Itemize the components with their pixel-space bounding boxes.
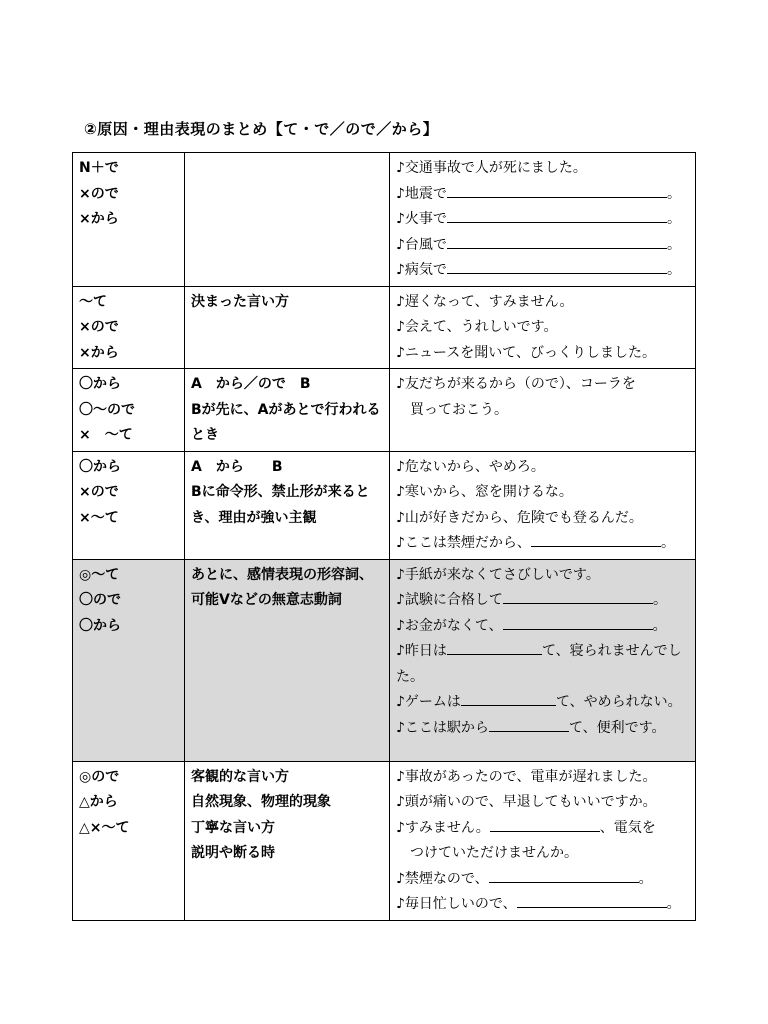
example-sentence: ♪ここは禁煙だから、 。	[396, 531, 689, 557]
usage-cell	[185, 153, 390, 287]
example-sentence: ♪禁煙なので、 。	[396, 867, 689, 893]
usage-text: A から／ので B	[191, 376, 311, 392]
example-sentence: ♪頭が痛いので、早退してもいいですか。	[396, 794, 657, 810]
form-label: ×ので	[79, 484, 119, 500]
form-label: 〜て	[79, 293, 107, 310]
form-label: △から	[79, 794, 118, 810]
example-sentence: ♪毎日忙しいので、 。	[396, 892, 689, 918]
example-sentence: ♪交通事故で人が死にました。	[396, 160, 587, 176]
answer-blank[interactable]	[447, 640, 542, 655]
form-label: × 〜て	[79, 427, 133, 443]
example-sentence: ♪友だちが来るから（ので）、コーラを	[396, 376, 636, 392]
examples-cell	[390, 369, 696, 452]
form-label: △×〜て	[79, 819, 130, 836]
answer-blank[interactable]	[461, 691, 556, 706]
examples-cell	[390, 286, 696, 369]
form-label: 〇ので	[79, 592, 121, 608]
usage-cell	[185, 451, 390, 559]
answer-blank[interactable]	[517, 893, 667, 908]
example-sentence: ♪病気で 。	[396, 258, 689, 284]
table-row	[73, 761, 696, 920]
usage-text: あとに、感情表現の形容詞、可能Vなどの無意志動詞	[191, 566, 373, 608]
answer-blank[interactable]	[490, 817, 600, 832]
example-sentence: ♪遅くなって、すみません。	[396, 293, 574, 310]
form-label: ◎ので	[79, 768, 120, 785]
form-label: ×から	[79, 211, 119, 227]
example-sentence: ♪ここは駅から て、便利です。	[396, 716, 689, 742]
usage-cell	[185, 761, 390, 920]
form-label: N＋で	[79, 160, 119, 176]
example-sentence: ♪事故があったので、電車が遅れました。	[396, 768, 657, 785]
forms-cell	[73, 286, 185, 369]
table-row	[73, 559, 696, 761]
usage-cell	[185, 286, 390, 369]
usage-text: A から B	[191, 458, 283, 475]
example-sentence: ♪寒いから、窓を開けるな。	[396, 484, 573, 500]
example-sentence: ♪火事で 。	[396, 207, 689, 233]
examples-cell	[390, 761, 696, 920]
form-label: 〇〜ので	[79, 401, 135, 418]
form-label: ×ので	[79, 185, 119, 202]
answer-blank[interactable]	[447, 208, 667, 223]
usage-text: 自然現象、物理的現象	[191, 794, 331, 810]
answer-blank[interactable]	[447, 234, 667, 249]
forms-cell	[73, 153, 185, 287]
answer-blank[interactable]	[489, 717, 569, 732]
table-row	[73, 451, 696, 559]
forms-cell	[73, 559, 185, 761]
usage-text: Bが先に、Aがあとで行われるとき	[191, 401, 381, 443]
answer-blank[interactable]	[447, 259, 667, 274]
answer-blank[interactable]	[447, 183, 667, 198]
answer-blank[interactable]	[531, 532, 661, 547]
example-sentence: ♪危ないから、やめろ。	[396, 458, 545, 475]
examples-cell	[390, 153, 696, 287]
example-sentence: ♪お金がなくて、 。	[396, 614, 689, 640]
example-sentence: ♪地震で 。	[396, 182, 689, 208]
form-label: ×〜て	[79, 509, 119, 526]
form-label: 〇から	[79, 458, 121, 475]
example-sentence: 買っておこう。	[410, 401, 508, 418]
example-sentence: ♪ゲームは て、やめられない。	[396, 690, 689, 716]
answer-blank[interactable]	[503, 615, 653, 630]
usage-cell	[185, 369, 390, 452]
forms-cell	[73, 451, 185, 559]
usage-cell	[185, 559, 390, 761]
example-sentence: ♪手紙が来なくてさびしいです。	[396, 566, 600, 583]
examples-cell	[390, 451, 696, 559]
forms-cell	[73, 369, 185, 452]
form-label: 〇から	[79, 376, 121, 392]
usage-text: 決まった言い方	[191, 293, 289, 310]
form-label: 〇から	[79, 617, 121, 634]
example-sentence: ♪会えて、うれしいです。	[396, 319, 558, 335]
page-title: ②原因・理由表現のまとめ【て・で／ので／から】	[84, 120, 439, 138]
example-sentence: ♪台風で 。	[396, 233, 689, 259]
table-row	[73, 369, 696, 452]
usage-text: 説明や断る時	[191, 845, 275, 861]
answer-blank[interactable]	[489, 868, 639, 883]
example-sentence: つけていただけませんか。	[410, 845, 578, 861]
answer-blank[interactable]	[503, 589, 653, 604]
example-sentence: ♪試験に合格して 。	[396, 588, 689, 614]
usage-text: 丁寧な言い方	[191, 819, 275, 836]
example-sentence: ♪山が好きだから、危険でも登るんだ。	[396, 509, 643, 526]
table-row	[73, 153, 696, 287]
forms-cell	[73, 761, 185, 920]
usage-text: 客観的な言い方	[191, 768, 289, 785]
example-sentence: ♪ニュースを聞いて、びっくりしました。	[396, 344, 656, 361]
form-label: ×から	[79, 344, 119, 361]
form-label: ×ので	[79, 319, 119, 335]
grammar-table	[72, 152, 696, 921]
examples-cell	[390, 559, 696, 761]
example-sentence: ♪すみません。 、電気を	[396, 816, 689, 842]
table-row	[73, 286, 696, 369]
example-sentence: ♪昨日は て、寝られませんでした。	[396, 639, 689, 690]
usage-text: Bに命令形、禁止形が来るとき、理由が強い主観	[191, 484, 370, 526]
form-label: ◎〜て	[79, 566, 120, 583]
